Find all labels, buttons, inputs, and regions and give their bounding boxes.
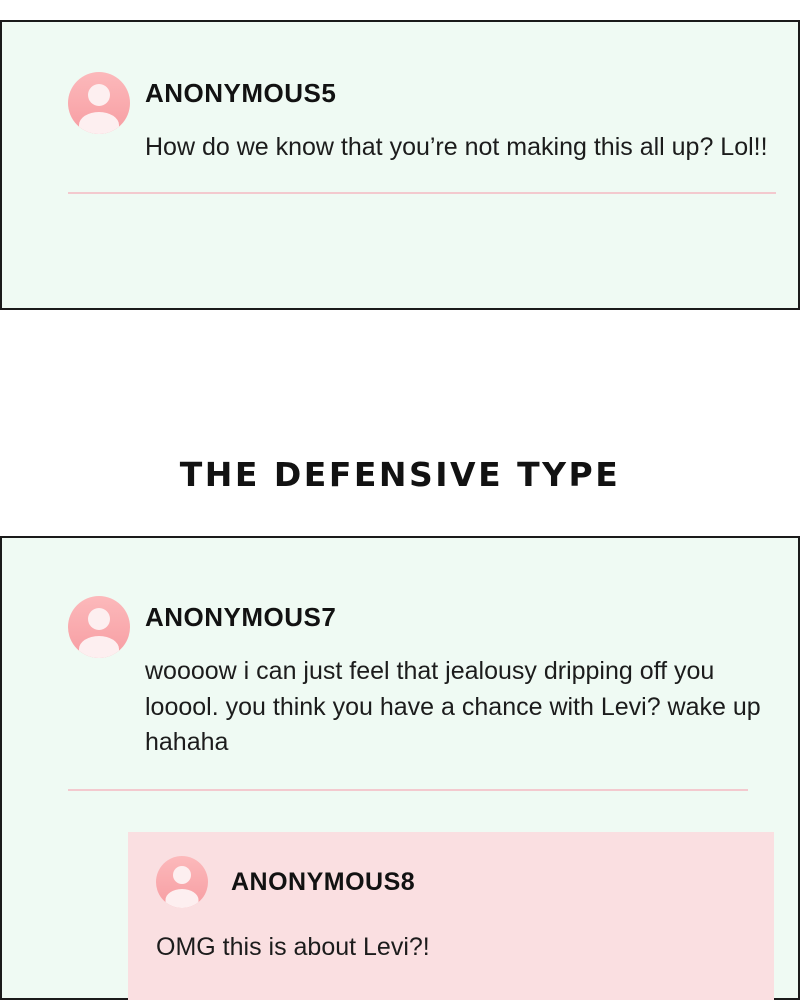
comment-text: How do we know that you’re not making this all up? Lol!!: [145, 133, 768, 161]
avatar-body-shape: [79, 112, 119, 134]
next-reply-card-peek: [128, 990, 774, 1000]
comment-body: [145, 72, 776, 166]
comment-divider: [68, 192, 776, 194]
comment-row: [68, 596, 776, 761]
user-avatar-icon: [68, 72, 130, 134]
comment-text: woooow i can just feel that jealousy dripping off you looool. you think you have a chance with Levi? wake up hahaha: [145, 657, 761, 756]
reply-text: OMG this is about Levi?!: [156, 933, 430, 961]
comment-body: [145, 596, 776, 761]
comment-divider: [68, 789, 748, 791]
section-title: THE DEFENSIVE TYPE: [179, 455, 621, 494]
comment-content: [68, 72, 776, 194]
avatar-head-shape: [88, 608, 110, 630]
comment-username: ANONYMOUS5: [145, 78, 337, 108]
reply-card-anonymous8: [128, 832, 774, 991]
comment-username: ANONYMOUS7: [145, 602, 337, 632]
comment-card-anonymous5: [0, 20, 800, 310]
comment-row: [68, 72, 776, 166]
reply-header: [156, 856, 750, 908]
avatar-head-shape: [88, 84, 110, 106]
reply-username: ANONYMOUS8: [231, 867, 416, 896]
user-avatar-icon: [156, 856, 208, 908]
avatar-body-shape: [166, 889, 199, 908]
reply-content: [128, 856, 774, 965]
avatar-body-shape: [79, 636, 119, 658]
comment-content: [68, 596, 776, 791]
user-avatar-icon: [68, 596, 130, 658]
avatar-head-shape: [173, 866, 191, 884]
comment-card-anonymous7: [0, 536, 800, 1000]
